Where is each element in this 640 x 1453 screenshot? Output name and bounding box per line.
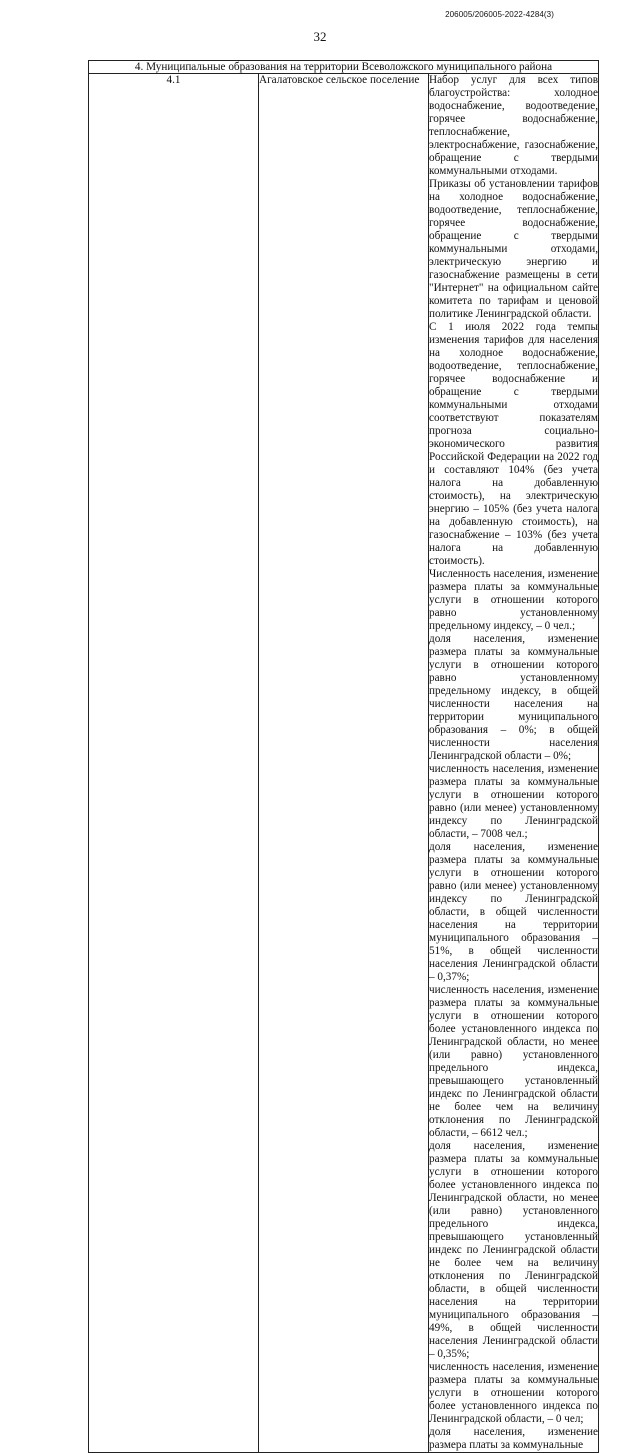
paragraph-share-below-index: доля населения, изменение размера платы за коммунальные услуги в отношении которого равно (или менее) установленному индексу по Ленинградской области, в общей численности населения на территории муниципального образования – 51%, в общей численности населения Ленинградской области – 0,37%; — [429, 841, 598, 983]
row-description — [429, 74, 599, 1453]
paragraph-population-above-index: численность населения, изменение размера платы за коммунальные услуги в отношении которого более установленного индекса по Ленинградской области, но менее (или равно) установленного предельного индекса, превышающего установленный индекс по Ленинградской области не более чем на величину отклонения по Ленинградской области, – 6612 чел.; — [429, 984, 598, 1139]
row-number: 4.1 — [89, 74, 259, 1453]
section-title: 4. Муниципальные образования на территории Всеволожского муниципального района — [89, 61, 599, 74]
paragraph-share-equal-limit: доля населения, изменение размера платы за коммунальные услуги в отношении которого равно установленному предельному индексу, в общей численности населения на территории муниципального образования – 0%; в общей численности населения Ленинградской области – 0%; — [429, 633, 598, 762]
municipal-table — [88, 60, 599, 1453]
paragraph-population-equal-limit: Численность населения, изменение размера платы за коммунальные услуги в отношении которого равно установленному предельному индексу, – 0 чел.; — [429, 568, 598, 632]
paragraph-services: Набор услуг для всех типов благоустройства: холодное водоснабжение, водоотведение, горячее водоснабжение, теплоснабжение, электроснабжение, газоснабжение, обращение с твердыми коммунальными отходами. — [429, 74, 598, 177]
paragraph-tariff-rates: С 1 июля 2022 года темпы изменения тарифов для населения на холодное водоснабжение, водоотведение, теплоснабжение, горячее водоснабжение и обращение с твердыми коммунальными отходами соответствуют показателям прогноза социально-экономического развития Российской Федерации на 2022 год и составляют 104% (без учета налога на добавленную стоимость), на электрическую энергию – 105% (без учета налога на добавленную стоимость), на газоснабжение – 103% (без учета налога на добавленную стоимость). — [429, 321, 598, 567]
paragraph-population-below-index: численность населения, изменение размера платы за коммунальные услуги в отношении которого равно (или менее) установленному индексу по Ленинградской области, – 7008 чел.; — [429, 763, 598, 840]
paragraph-share-exceeding-index: доля населения, изменение размера платы за коммунальные — [429, 1426, 598, 1451]
paragraph-share-above-index: доля населения, изменение размера платы за коммунальные услуги в отношении которого более установленного индекса по Ленинградской области, но менее (или равно) установленного предельного индекса, превышающего установленный индекс по Ленинградской области не более чем на величину отклонения по Ленинградской области, в общей численности населения на территории муниципального образования – 49%, в общей численности населения Ленинградской области – 0,35%; — [429, 1140, 598, 1360]
paragraph-tariff-orders: Приказы об установлении тарифов на холодное водоснабжение, водоотведение, теплоснабжение, горячее водоснабжение, обращение с твердыми коммунальными отходами, электрическую энергию и газоснабжение размещены в сети "Интернет" на официальном сайте комитета по тарифам и ценовой политике Ленинградской области. — [429, 178, 598, 320]
section-header-row — [89, 61, 599, 74]
municipality-name: Агалатовское сельское поселение — [259, 74, 429, 1453]
document-code: 206005/206005-2022-4284(3) — [445, 10, 554, 19]
page-number: 32 — [313, 29, 327, 44]
paragraph-population-exceeding-index: численность населения, изменение размера платы за коммунальные услуги в отношении которого более установленного индекса по Ленинградской области, – 0 чел; — [429, 1361, 598, 1425]
table-row — [89, 74, 599, 1453]
